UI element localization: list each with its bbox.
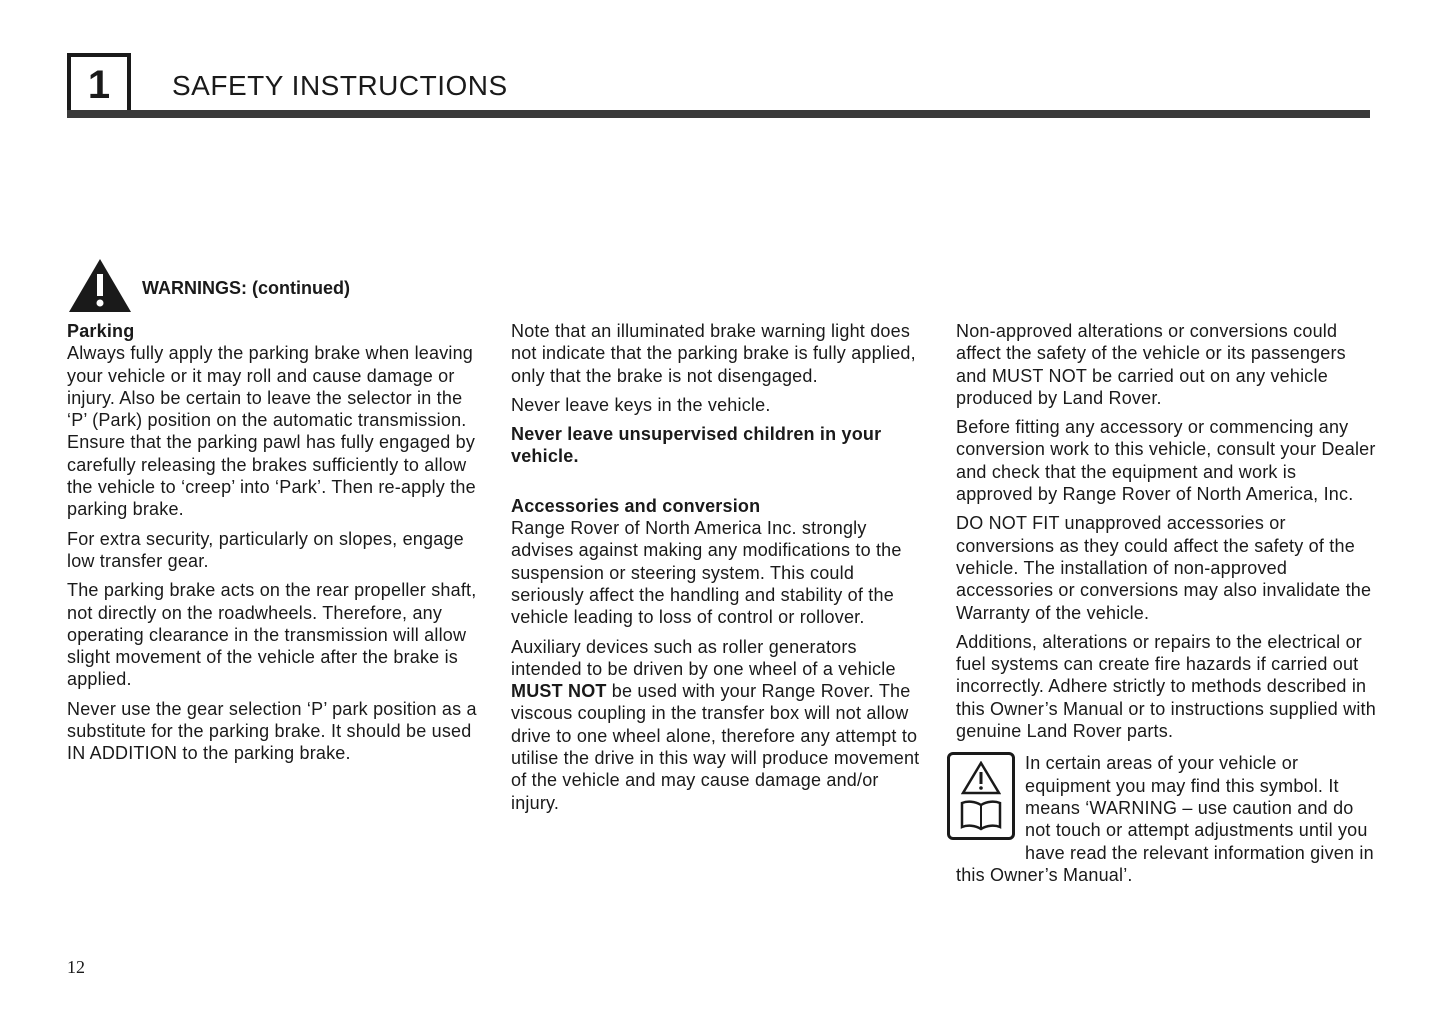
warnings-heading: WARNINGS: (continued)	[142, 278, 350, 298]
caution-triangle-icon	[961, 761, 1001, 795]
book-icon	[959, 799, 1003, 831]
spacer	[511, 475, 931, 495]
before-fitting-paragraph: Before fitting any accessory or commencing any conversion work to this vehicle, consult your Dealer and check that the equipment and work is approved by Range Rover of North America, Inc.	[956, 417, 1376, 505]
chapter-number-box	[67, 53, 131, 117]
brake-light-paragraph: Note that an illuminated brake warning light does not indicate that the parking brake is fully applied, only that the brake is not disengaged.	[511, 321, 916, 386]
parking-paragraph-2: For extra security, particularly on slopes, engage low transfer gear.	[67, 528, 464, 571]
do-not-fit-paragraph: DO NOT FIT unapproved accessories or conversions as they could affect the safety of the vehicle. The installation of non-approved accessories or conversions may also invalidate the Warranty of the vehicle.	[956, 513, 1372, 623]
chapter-number: 1	[87, 63, 111, 107]
chapter-title: SAFETY INSTRUCTIONS	[172, 70, 508, 101]
page-number: 12	[67, 957, 85, 977]
children-warning: Never leave unsupervised children in your vehicle.	[511, 424, 882, 467]
auxiliary-text-2: be used with your Range Rover. The viscous coupling in the transfer box will not allow drive to one wheel alone, therefore any attempt to utilise the drive in this way will produce movement of the vehicle and may cause damage and/or injury.	[511, 681, 920, 813]
electrical-fuel-paragraph: Additions, alterations or repairs to the electrical or fuel systems can create fire hazards if carried out incorrectly. Adhere strictly to methods described in this Owner’s Manual or to instructions supplied with genuine Land Rover parts.	[956, 631, 1376, 742]
column-accessories	[511, 320, 931, 821]
modifications-paragraph: Range Rover of North America Inc. strongly advises against making any modifications to the suspension or steering system. This could seriously affect the handling and stability of the vehicle leading to loss of control or rollover.	[511, 518, 902, 628]
parking-paragraph-3: The parking brake acts on the rear propeller shaft, not directly on the roadwheels. Therefore, any operating clearance in the transmission will allow slight movement of the vehicle after the brake is applied.	[67, 580, 477, 690]
parking-subheading: Parking	[67, 321, 135, 341]
accessories-subheading: Accessories and conversion	[511, 495, 761, 516]
auxiliary-devices-paragraph	[511, 636, 931, 814]
auxiliary-text-1: Auxiliary devices such as roller generators intended to be driven by one wheel of a vehicle	[511, 636, 896, 679]
warning-triangle-icon	[67, 257, 133, 314]
non-approved-paragraph: Non-approved alterations or conversions could affect the safety of the vehicle or its passengers and MUST NOT be carried out on any vehicle produced by Land Rover.	[956, 321, 1346, 408]
warning-manual-symbol	[947, 752, 1015, 840]
keys-paragraph: Never leave keys in the vehicle.	[511, 394, 771, 415]
symbol-note	[956, 752, 1376, 886]
column-conversions	[956, 320, 1376, 886]
parking-paragraph-1: Always fully apply the parking brake when leaving your vehicle or it may roll and cause damage or injury. Also be certain to leave the selector in the ‘P’ (Park) position on the automatic transmission. Ensure that the parking pawl has fully engaged by carefully releasing the brakes sufficiently to allow the vehicle to ‘creep’ into ‘Park’. Then re-apply the parking brake.	[67, 343, 476, 520]
column-parking	[67, 320, 487, 772]
symbol-note-text: In certain areas of your vehicle or equipment you may find this symbol. It means ‘WARNING – use caution and do not touch or attempt adjustments until you have read the relevant information given in this Owner’s Manual’.	[956, 753, 1374, 885]
header-rule	[67, 110, 1370, 118]
must-not-emphasis: MUST NOT	[511, 681, 607, 702]
parking-paragraph-4: Never use the gear selection ‘P’ park position as a substitute for the parking brake. It should be used IN ADDITION to the parking brake.	[67, 698, 477, 764]
